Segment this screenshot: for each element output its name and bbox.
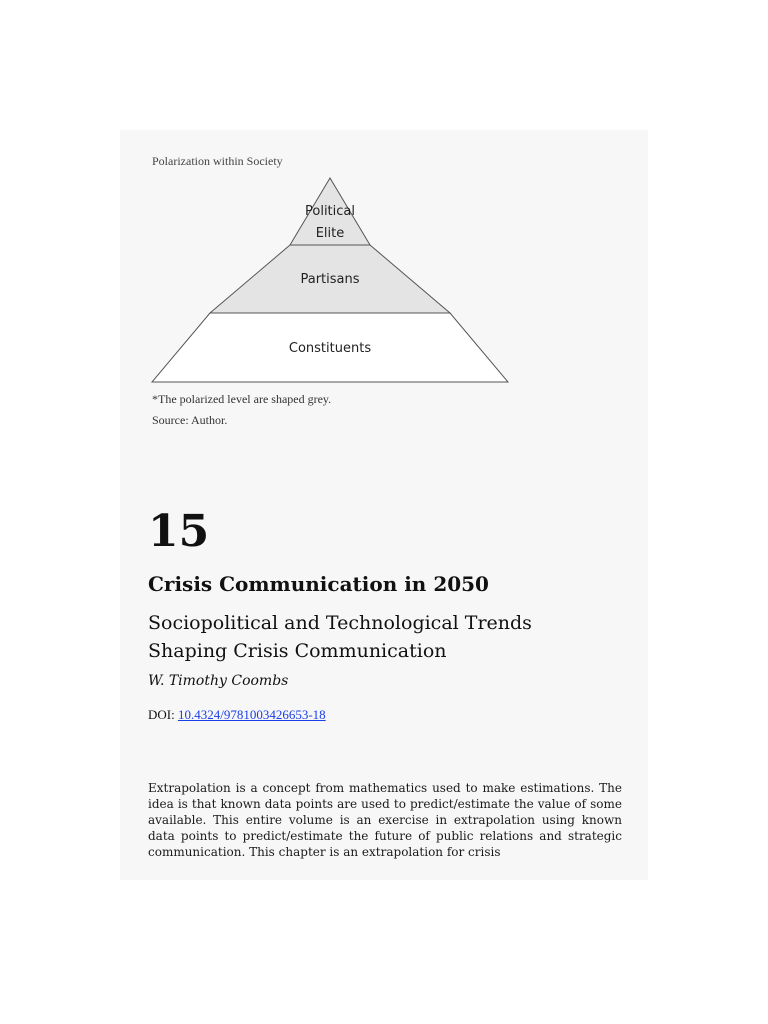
doi-line [148,707,326,723]
pyramid-label-partisans: Partisans [300,272,360,287]
chapter-title: Crisis Communication in 2050 [148,572,489,596]
chapter-subtitle-line: Shaping Crisis Communication [148,640,447,662]
figure-source: Source: Author. [152,413,228,427]
figure-note: *The polarized level are shaped grey. [152,392,332,406]
pyramid-label-elite: Elite [315,226,345,241]
figure-caption: Polarization within Society [152,154,283,168]
chapter-author: W. Timothy Coombs [148,673,289,689]
doi-label: DOI: [148,707,175,722]
body-paragraph: Extrapolation is a concept from mathematics used to make estimations. The idea is that known data points are used to predict/estimate the value of some available. This entire volume is an exercise in extrapolation using known data points to predict/estimate the future of public relations and strategic communication. This chapter is an extrapolation for crisis [148,781,622,859]
chapter-subtitle-line: Sociopolitical and Technological Trends [148,612,532,634]
doi-link[interactable]: 10.4324/9781003426653-18 [177,707,326,722]
chapter-number: 15 [148,506,210,557]
polarization-pyramid [140,168,520,388]
pyramid-label-political: Political [305,204,355,219]
chapter-subtitle [148,609,628,665]
pyramid-label-constituents: Constituents [288,341,372,356]
